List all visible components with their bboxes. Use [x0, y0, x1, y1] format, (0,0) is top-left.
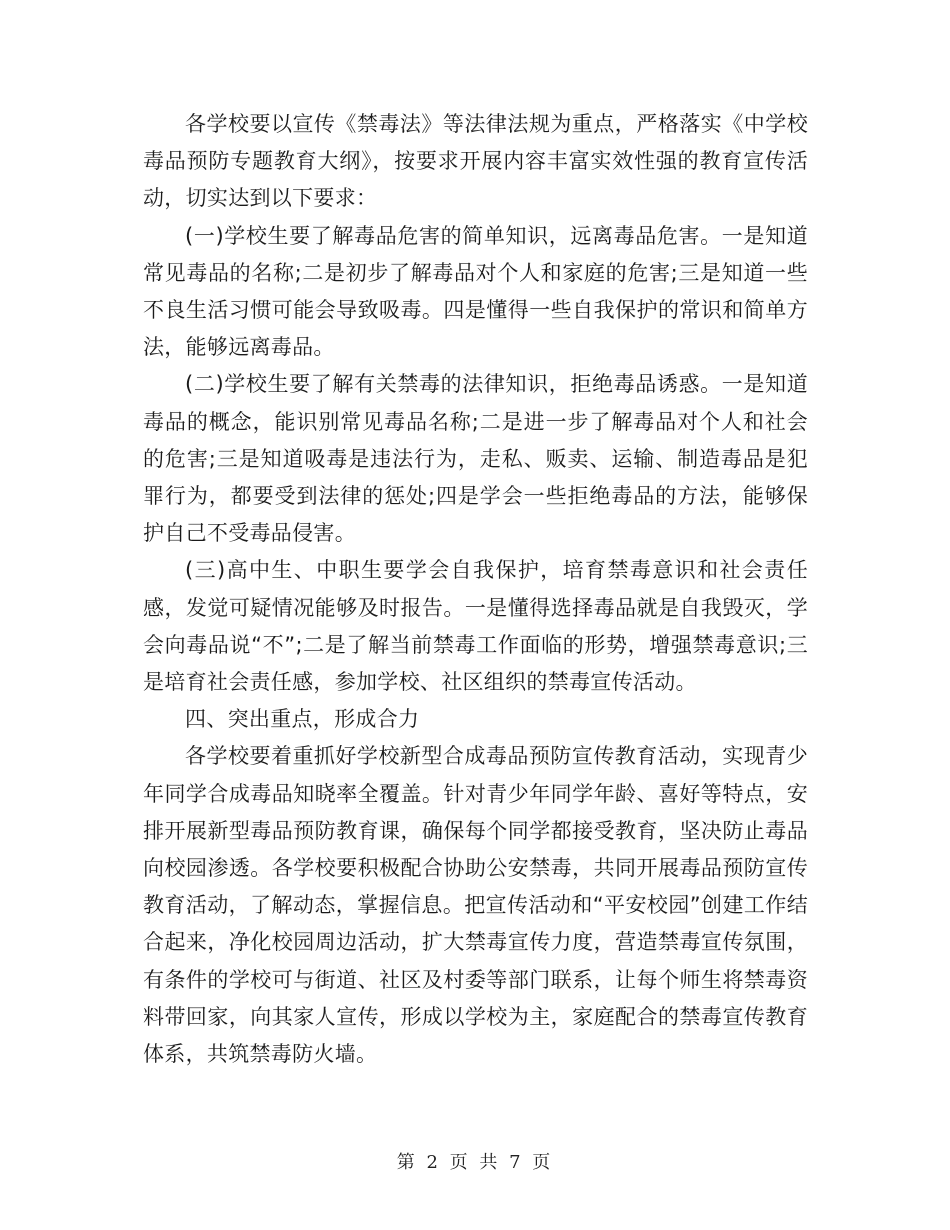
paragraph-requirement-1: (一)学校生要了解毒品危害的简单知识，远离毒品危害。一是知道常见毒品的名称;二是初步了解毒品对个人和家庭的危害;三是知道一些不良生活习惯可能会导致吸毒。四是懂得一些自我保护的常识和简单方法，能够远离毒品。 — [143, 223, 808, 360]
paragraph-requirement-3: (三)高中生、中职生要学会自我保护，培育禁毒意识和社会责任感，发觉可疑情况能够及时报告。一是懂得选择毒品就是自我毁灭，学会向毒品说“不”;二是了解当前禁毒工作面临的形势，增强禁毒意识;三是培育社会责任感，参加学校、社区组织的禁毒宣传活动。 — [143, 558, 808, 695]
paragraph-section-4-body: 各学校要着重抓好学校新型合成毒品预防宣传教育活动，实现青少年同学合成毒品知晓率全覆盖。针对青少年同学年龄、喜好等特点，安排开展新型毒品预防教育课，确保每个同学都接受教育，坚决防止毒品向校园渗透。各学校要积极配合协助公安禁毒，共同开展毒品预防宣传教育活动，了解动态，掌握信息。把宣传活动和“平安校园”创建工作结合起来，净化校园周边活动，扩大禁毒宣传力度，营造禁毒宣传氛围，有条件的学校可与街道、社区及村委等部门联系，让每个师生将禁毒资料带回家，向其家人宣传，形成以学校为主，家庭配合的禁毒宣传教育体系，共筑禁毒防火墙。 — [143, 744, 808, 1067]
document-body — [143, 106, 808, 1073]
paragraph-requirement-2: (二)学校生要了解有关禁毒的法律知识，拒绝毒品诱惑。一是知道毒品的概念，能识别常见毒品名称;二是进一步了解毒品对个人和社会的危害;三是知道吸毒是违法行为，走私、贩卖、运输、制造毒品是犯罪行为，都要受到法律的惩处;四是学会一些拒绝毒品的方法，能够保护自己不受毒品侵害。 — [143, 372, 808, 546]
page-number-footer: 第 2 页 共 7 页 — [396, 1152, 554, 1173]
paragraph-intro: 各学校要以宣传《禁毒法》等法律法规为重点，严格落实《中学校毒品预防专题教育大纲》，按要求开展内容丰富实效性强的教育宣传活动，切实达到以下要求： — [143, 112, 808, 211]
section-heading-4: 四、突出重点，形成合力 — [185, 707, 420, 732]
